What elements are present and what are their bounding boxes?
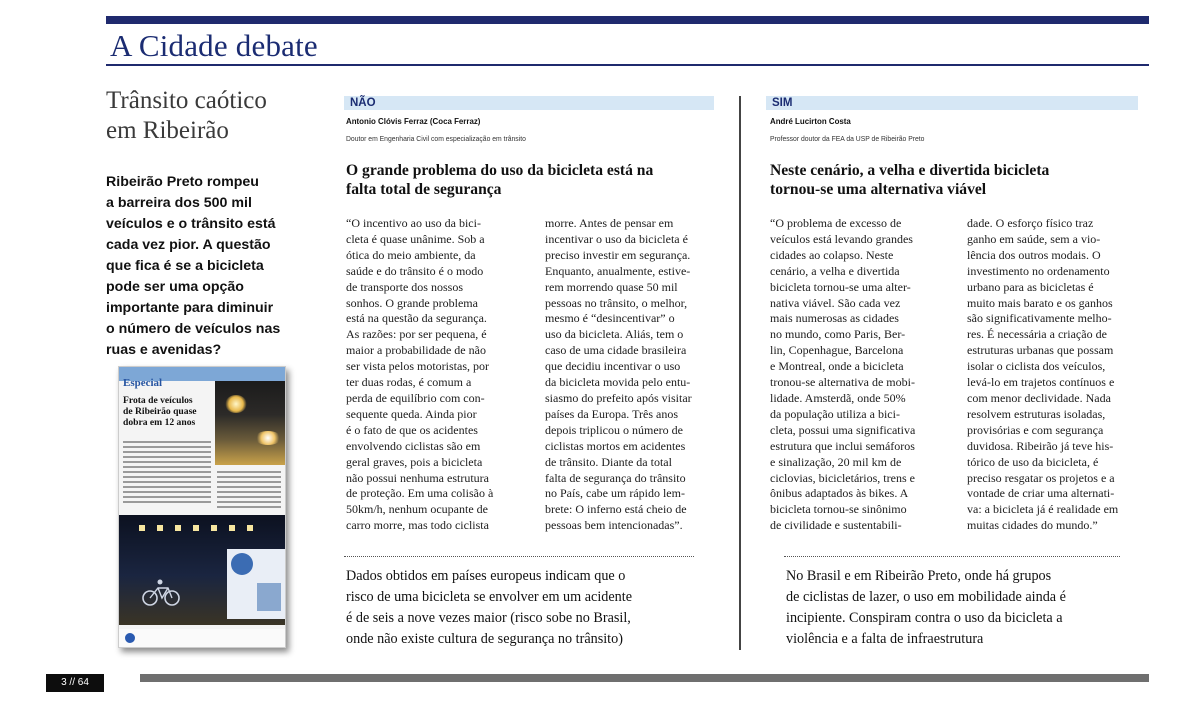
stance-label-no: NÃO <box>350 97 376 109</box>
body-line: provisórias e com segurança <box>967 422 1104 437</box>
body-line: dade. O esforço físico traz <box>967 216 1094 230</box>
column-headline-line: falta total de segurança <box>346 181 502 198</box>
body-line: é o fato de que os acidentes <box>346 422 478 437</box>
body-line: levá-lo em trajetos contínuos e <box>967 375 1115 390</box>
body-line: rem morrendo quase 50 mil <box>545 279 678 294</box>
body-line: ganho em saúde, sem a vio- <box>967 231 1101 246</box>
body-line: cleta, possui uma significativa <box>770 422 916 437</box>
body-line: de proteção. Em uma colisão à <box>346 486 494 501</box>
summary-line: de ciclistas de lazer, o uso em mobilidade ainda é <box>786 589 1066 605</box>
body-line: estruturas urbanas que possam <box>967 343 1114 358</box>
body-line: “O incentivo ao uso da bici- <box>346 216 481 230</box>
body-line: ciclistas mortos em acidentes <box>545 438 686 453</box>
headline-line: em Ribeirão <box>106 117 229 144</box>
author-description-no: Doutor em Engenharia Civil com especialização em trânsito <box>346 134 526 143</box>
body-line: resolvem estruturas isoladas, <box>967 406 1106 421</box>
thumbnail-section-tag: Especial <box>123 377 163 389</box>
body-line: que decidiu incentivar o uso <box>545 359 681 374</box>
body-line: está na questão da segurança. <box>346 311 487 326</box>
body-line: cleta é quase unânime. Sob a <box>346 231 485 246</box>
author-description-yes: Professor doutor da FEA da USP de Ribeirão Preto <box>770 134 925 143</box>
summary-line: é de seis a nove vezes maior (risco sobe no Brasil, <box>346 610 631 626</box>
lede-line: pode ser uma opção <box>106 279 244 295</box>
summary-yes <box>786 566 1066 650</box>
body-line: saúde e do trânsito é o modo <box>346 263 484 278</box>
summary-line: Dados obtidos em países europeus indicam que o <box>346 568 626 584</box>
thumbnail-sidebar-graphic <box>227 549 285 619</box>
lede-line: o número de veículos nas <box>106 321 281 337</box>
thumbnail-text-lines <box>217 471 281 511</box>
body-line: pessoas bem intencionadas”. <box>545 518 683 533</box>
body-line: países da Europa. Três anos <box>545 406 678 421</box>
body-line: tórico de uso da bicicleta, é <box>967 454 1099 469</box>
stance-bar-yes <box>766 96 1138 110</box>
title-underline <box>106 64 1149 66</box>
lede-line: Ribeirão Preto rompeu <box>106 174 259 190</box>
author-name-no: Antonio Clóvis Ferraz (Coca Ferraz) <box>346 116 481 126</box>
newspaper-page-thumbnail <box>118 366 286 648</box>
page-indicator: 3 // 64 <box>46 674 104 692</box>
body-line: não possui nenhuma estrutura <box>346 470 489 485</box>
bicycle-icon <box>141 579 181 607</box>
body-line: muitas cidades do mundo.” <box>967 518 1098 533</box>
body-line: e sinalização, 20 mil km de <box>770 454 902 469</box>
body-line: bicicleta tornou-se sinônimo <box>770 502 907 517</box>
stance-bar-no <box>344 96 714 110</box>
top-rule-bar <box>106 16 1149 24</box>
body-line: lidade. Amsterdã, onde 50% <box>770 390 906 405</box>
article-headline <box>106 86 267 146</box>
lede-paragraph <box>106 172 306 361</box>
column-headline-line: O grande problema do uso da bicicleta está na <box>346 162 654 179</box>
body-line: veículos está levando grandes <box>770 231 913 246</box>
opinion-text-yes-right <box>967 216 1118 534</box>
body-line: morre. Antes de pensar em <box>545 216 674 230</box>
body-line: no mundo, como Paris, Ber- <box>770 327 906 342</box>
body-line: preciso investir em segurança. <box>545 247 691 262</box>
body-line: de civilidade e sustentabili- <box>770 518 902 533</box>
body-line: res. É necessária a criação de <box>967 327 1107 342</box>
body-line: ciclovias, bicicletários, trens e <box>770 470 915 485</box>
lede-line: importante para diminuir <box>106 300 274 316</box>
summary-line: violência e a falta de infraestrutura <box>786 631 984 647</box>
body-line: geral graves, pois a bicicleta <box>346 454 483 469</box>
thumbnail-headline-line: Frota de veículos <box>123 395 193 406</box>
body-line: mesmo é “desincentivar” o <box>545 311 675 326</box>
opinion-text-no-right <box>545 216 692 534</box>
body-line: caso de uma cidade brasileira <box>545 343 687 358</box>
summary-line: No Brasil e em Ribeirão Preto, onde há grupos <box>786 568 1052 584</box>
thumbnail-headline-line: de Ribeirão quase <box>123 406 197 417</box>
thumbnail-headline-line: dobra em 12 anos <box>123 417 196 428</box>
body-line: isolar o ciclista dos veículos, <box>967 359 1106 374</box>
column-divider <box>739 96 741 650</box>
body-line: pessoas no trânsito, o melhor, <box>545 295 688 310</box>
dotted-separator-no <box>344 556 694 557</box>
body-line: ser vista pelos motoristas, por <box>346 359 489 374</box>
body-line: Enquanto, anualmente, estive- <box>545 263 691 278</box>
section-title: A Cidade debate <box>110 28 318 63</box>
body-line: bicicleta tornou-se uma alter- <box>770 279 911 294</box>
body-line: uso da bicicleta. Aliás, tem o <box>545 327 684 342</box>
body-line: va: a bicicleta já é realidade em <box>967 502 1119 517</box>
stance-label-yes: SIM <box>772 97 793 109</box>
body-line: no País, cabe um rápido lem- <box>545 486 685 501</box>
author-name-yes: André Lucirton Costa <box>770 116 851 126</box>
body-line: ter duas rodas, é comum a <box>346 375 472 390</box>
body-line: falta de segurança do trânsito <box>545 470 686 485</box>
body-line: lência dos outros modais. O <box>967 247 1101 262</box>
body-line: lin, Copenhague, Barcelona <box>770 343 904 358</box>
opinion-text-yes-left <box>770 216 915 534</box>
thumbnail-text-lines <box>123 441 211 506</box>
lede-line: a barreira dos 500 mil <box>106 195 252 211</box>
body-line: com menor declividade. Nada <box>967 390 1111 405</box>
summary-line: onde não existe cultura de segurança no trânsito) <box>346 631 623 647</box>
body-line: da bicicleta movida pelo entu- <box>545 375 691 390</box>
column-headline-yes <box>770 161 1049 199</box>
body-line: incentivar o uso da bicicleta é <box>545 231 688 246</box>
opinion-text-no-left <box>346 216 493 534</box>
body-line: maior a probabilidade de não <box>346 343 486 358</box>
summary-line: risco de uma bicicleta se envolver em um acidente <box>346 589 632 605</box>
lede-line: cada vez pior. A questão <box>106 237 271 253</box>
body-line: cenário, a velha e divertida <box>770 263 900 278</box>
body-line: depois triplicou o número de <box>545 422 683 437</box>
body-line: e Montreal, onde a bicicleta <box>770 359 904 374</box>
lede-line: ruas e avenidas? <box>106 342 222 358</box>
thumbnail-headline <box>123 395 215 428</box>
body-line: sequente queda. Ainda pior <box>346 406 477 421</box>
lede-line: veículos e o trânsito está <box>106 216 276 232</box>
column-headline-line: tornou-se uma alternativa viável <box>770 181 987 198</box>
body-line: sonhos. O grande problema <box>346 295 478 310</box>
body-line: de trânsito. Diante da total <box>545 454 672 469</box>
summary-line: incipiente. Conspiram contra o uso da bicicleta a <box>786 610 1063 626</box>
thumbnail-traffic-photo <box>215 381 285 465</box>
dotted-separator-yes <box>784 556 1120 557</box>
body-line: vontade de criar uma alternati- <box>967 486 1115 501</box>
body-line: estrutura que inclui semáforos <box>770 438 915 453</box>
body-line: envolvendo ciclistas são em <box>346 438 481 453</box>
body-line: investimento no ordenamento <box>967 263 1110 278</box>
body-line: siasmo do prefeito após visitar <box>545 390 692 405</box>
column-headline-no <box>346 161 653 199</box>
newspaper-logo-icon <box>125 633 135 643</box>
body-line: perda de equilíbrio com con- <box>346 390 485 405</box>
body-line: brete: O inferno está cheio de <box>545 502 687 517</box>
bottom-rule-bar <box>140 674 1149 682</box>
column-headline-line: Neste cenário, a velha e divertida bicicleta <box>770 162 1050 179</box>
body-line: de transporte dos nossos <box>346 279 463 294</box>
lede-line: que fica é se a bicicleta <box>106 258 264 274</box>
body-line: As razões: por ser pequena, é <box>346 327 487 342</box>
body-line: ônibus adaptados às bikes. A <box>770 486 909 501</box>
body-line: tronou-se alternativa de mobi- <box>770 375 915 390</box>
body-line: preciso resgatar os projetos e a <box>967 470 1115 485</box>
body-line: duvidosa. Ribeirão já teve his- <box>967 438 1114 453</box>
body-line: ótica do meio ambiente, da <box>346 247 476 262</box>
body-line: cidades ao colapso. Neste <box>770 247 894 262</box>
body-line: carro morre, mas todo ciclista <box>346 518 489 533</box>
thumbnail-footer <box>119 629 285 647</box>
summary-no <box>346 566 632 650</box>
headline-line: Trânsito caótico <box>106 87 267 114</box>
body-line: 50km/h, nenhum ocupante de <box>346 502 488 517</box>
body-line: muito mais barato e os ganhos <box>967 295 1113 310</box>
body-line: mais numerosas as cidades <box>770 311 899 326</box>
body-line: “O problema de excesso de <box>770 216 902 230</box>
body-line: são significativamente melho- <box>967 311 1112 326</box>
body-line: urbano para as bicicletas é <box>967 279 1094 294</box>
body-line: nativa viável. São cada vez <box>770 295 901 310</box>
body-line: da população utiliza a bici- <box>770 406 900 421</box>
